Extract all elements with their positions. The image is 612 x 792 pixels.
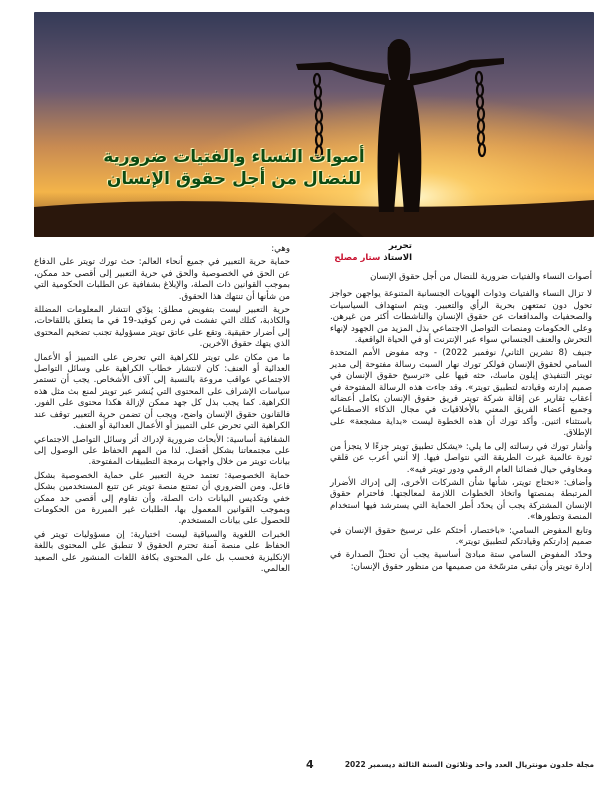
paragraph: حماية الخصوصية: تعتمد حرية التعبير على حماية الخصوصية بشكل فاعل. ومن الضروري أن تمتنع منصة تويتر عن تتبع المستخدمين بشكل خفي وتكديس البيانات ذات الصلة، وأن تقاوم إلى أقصى حد ممكن وبموجب القوانين المعمول بها، الطلبات غير المبررة من الحكومات للحصول على بيانات المستخدم. bbox=[34, 470, 290, 527]
article-headline bbox=[44, 146, 424, 190]
byline bbox=[312, 240, 412, 264]
paragraph: وأشار تورك في رسالته إلى ما يلي: «يشكل تطبيق تويتر جزءًا لا يتجزأ من ثورة عالمية غيرت الطريقة التي نتواصل فيها. إلا أنني أعرب عن قلقي ومخاوفي حيال فضائنا العام الرقمي ودور تويتر فيه». bbox=[330, 441, 592, 475]
paragraph: وأضاف: «تحتاج تويتر، شأنها شأن الشركات الأخرى، إلى إدراك الأضرار المرتبطة بمنصتها واتخاذ الخطوات اللازمة لمعالجتها. فاحترام حقوق الإنسان المشتركة يجب أن يحدّد أطر الحماية التي يسترشد فيها استخدام المنصة وتطورها». bbox=[330, 477, 592, 523]
byline-author: ستار مصلح bbox=[334, 253, 381, 263]
headline-line-1: أصوات النساء والفتيات ضرورية bbox=[103, 147, 365, 167]
paragraph: حرية التعبير ليست بتفويض مطلق: يؤدّي انتشار المعلومات المضللة والكاذبة، كتلك التي تفشت في زمن كوفيد-19 في ما يتعلق باللقاحات، إلى أضرار حقيقية. وتقع على عاتق تويتر مسؤولية تجنب تضخيم المحتوى الذي يتهك حقوق الآخرين. bbox=[34, 305, 290, 350]
byline-title: الاستاذ bbox=[383, 253, 412, 263]
page-number: 4 bbox=[306, 758, 314, 771]
paragraph: حماية حرية التعبير في جميع أنحاء العالم: حث تورك تويتر على الدفاع عن الحق في الخصوصية والحق في حرية التعبير إلى أقصى حد ممكن، بموجب القوانين ذات الصلة، والإبلاغ بشفافية عن الطلبات الحكومية التي من شأنها أن تنتهك هذا الحقوق. bbox=[34, 257, 290, 302]
paragraph: لا تزال النساء والفتيات وذوات الهويات الجنسانية المتنوعة يواجهن حواجز تحول دون تمتعهن بحرية الرأي والتعبير. ويتم استهداف السياسيات والصحفيات والمدافعات عن حقوق الإنسان والناشطات أكثر من غيرهن. وعلى الحكومات ومنصات التواصل الاجتماعي بذل المزيد من الجهود لإنهاء التحرش والعنف الجنساني سواء عبر الإنترنت أو في الحياة الواقعية. bbox=[330, 289, 592, 346]
headline-line-2: للنضال من أجل حقوق الإنسان bbox=[106, 169, 362, 189]
woman-breaking-chains-image bbox=[34, 12, 594, 237]
paragraph: الشفافية أساسية: الأبحاث ضرورية لإدراك أثر وسائل التواصل الاجتماعي على مجتمعاتنا بشكل أفضل. لذا من المهم الحفاظ على الوصول إلى بيانات تويتر من خلال واجهات برمجة التطبيقات المفتوحة. bbox=[34, 434, 290, 468]
page-footer bbox=[34, 760, 594, 774]
paragraph: وحدّد المفوض السامي ستة مبادئ أساسية يجب أن تحتلّ الصدارة في إدارة تويتر وأن تبقى مترسّخة من صميمها من منظور حقوق الإنسان: bbox=[330, 550, 592, 572]
paragraph: وتابع المفوض السامي: «باختصار، أحثكم على ترسيخ حقوق الإنسان في صميم إدارتكم وقيادتكم لتطبيق تويتر». bbox=[330, 525, 592, 547]
byline-label: تحرير bbox=[388, 241, 412, 251]
article-subhead: أصوات النساء والفتيات ضرورية للنضال من أجل حقوق الإنسان bbox=[370, 272, 592, 282]
left-column bbox=[34, 244, 290, 577]
right-column bbox=[330, 272, 592, 575]
paragraph: الخبرات اللغوية والسياقية ليست اختيارية: إن مسؤوليات تويتر في الحفاظ على منصة آمنة تحترم الحقوق لا تنطبق على المحتوى باللغة الإنكليزية فحسب بل على المحتوى بكافة اللغات المنشور على الصعيد العالمي. bbox=[34, 529, 290, 574]
column-intro: وهي: bbox=[271, 244, 290, 254]
hero-image bbox=[34, 12, 594, 237]
paragraph: ما من مكان على تويتر للكراهية التي تحرض على التمييز أو الأعمال العدائية أو العنف: كان لانتشار خطاب الكراهية على وسائل التواصل الاجتماعي عواقب مروعة بالنسبة إلى آلاف الأشخاص. يجب أن تستمر سياسات الإشراف على المحتوى التي يُنشر عبر تويتر لمنع بث مثل هذه الكراهية. كما يجب بذل كل جهد ممكن لإزالة هكذا محتوى على الفور. فالقانون حقوق الإنسان واضح، ويجب أن تضمن حرية التعبير توقف عند الكراهية التي تحرض على التمييز أو الأعمال العدائية أو العنف. bbox=[34, 352, 290, 432]
paragraph: جنيف (8 تشرين الثاني/ نوفمبر 2022) - وجه مفوض الأمم المتحدة السامي لحقوق الإنسان فولكر تورك نهار السبت رسالة مفتوحة إلى مدير تويتر التنفيذي إيلون ماسك، حثه فيها على «ترسيخ حقوق الإنسان في صميم إدارته وقيادته لتطبيق تويتر». وقد جاءت هذه الرسالة المفتوحة في أعقاب تقارير عن إقالة شركة تويتر فريق حقوق الإنسان بكامل أعضائه وجميع أعضاء الفريق المعني بالأخلاقيات في مجال الذكاء الاصطناعي باستثناء اثنين. وأكد تورك أن هذه الخطوة ليست «بداية مشجعة» على الإطلاق. bbox=[330, 348, 593, 439]
footer-text: مجلة خلدون مونتريال العدد واحد وثلاثون السنة الثالثة ديسمبر 2022 bbox=[344, 760, 594, 769]
